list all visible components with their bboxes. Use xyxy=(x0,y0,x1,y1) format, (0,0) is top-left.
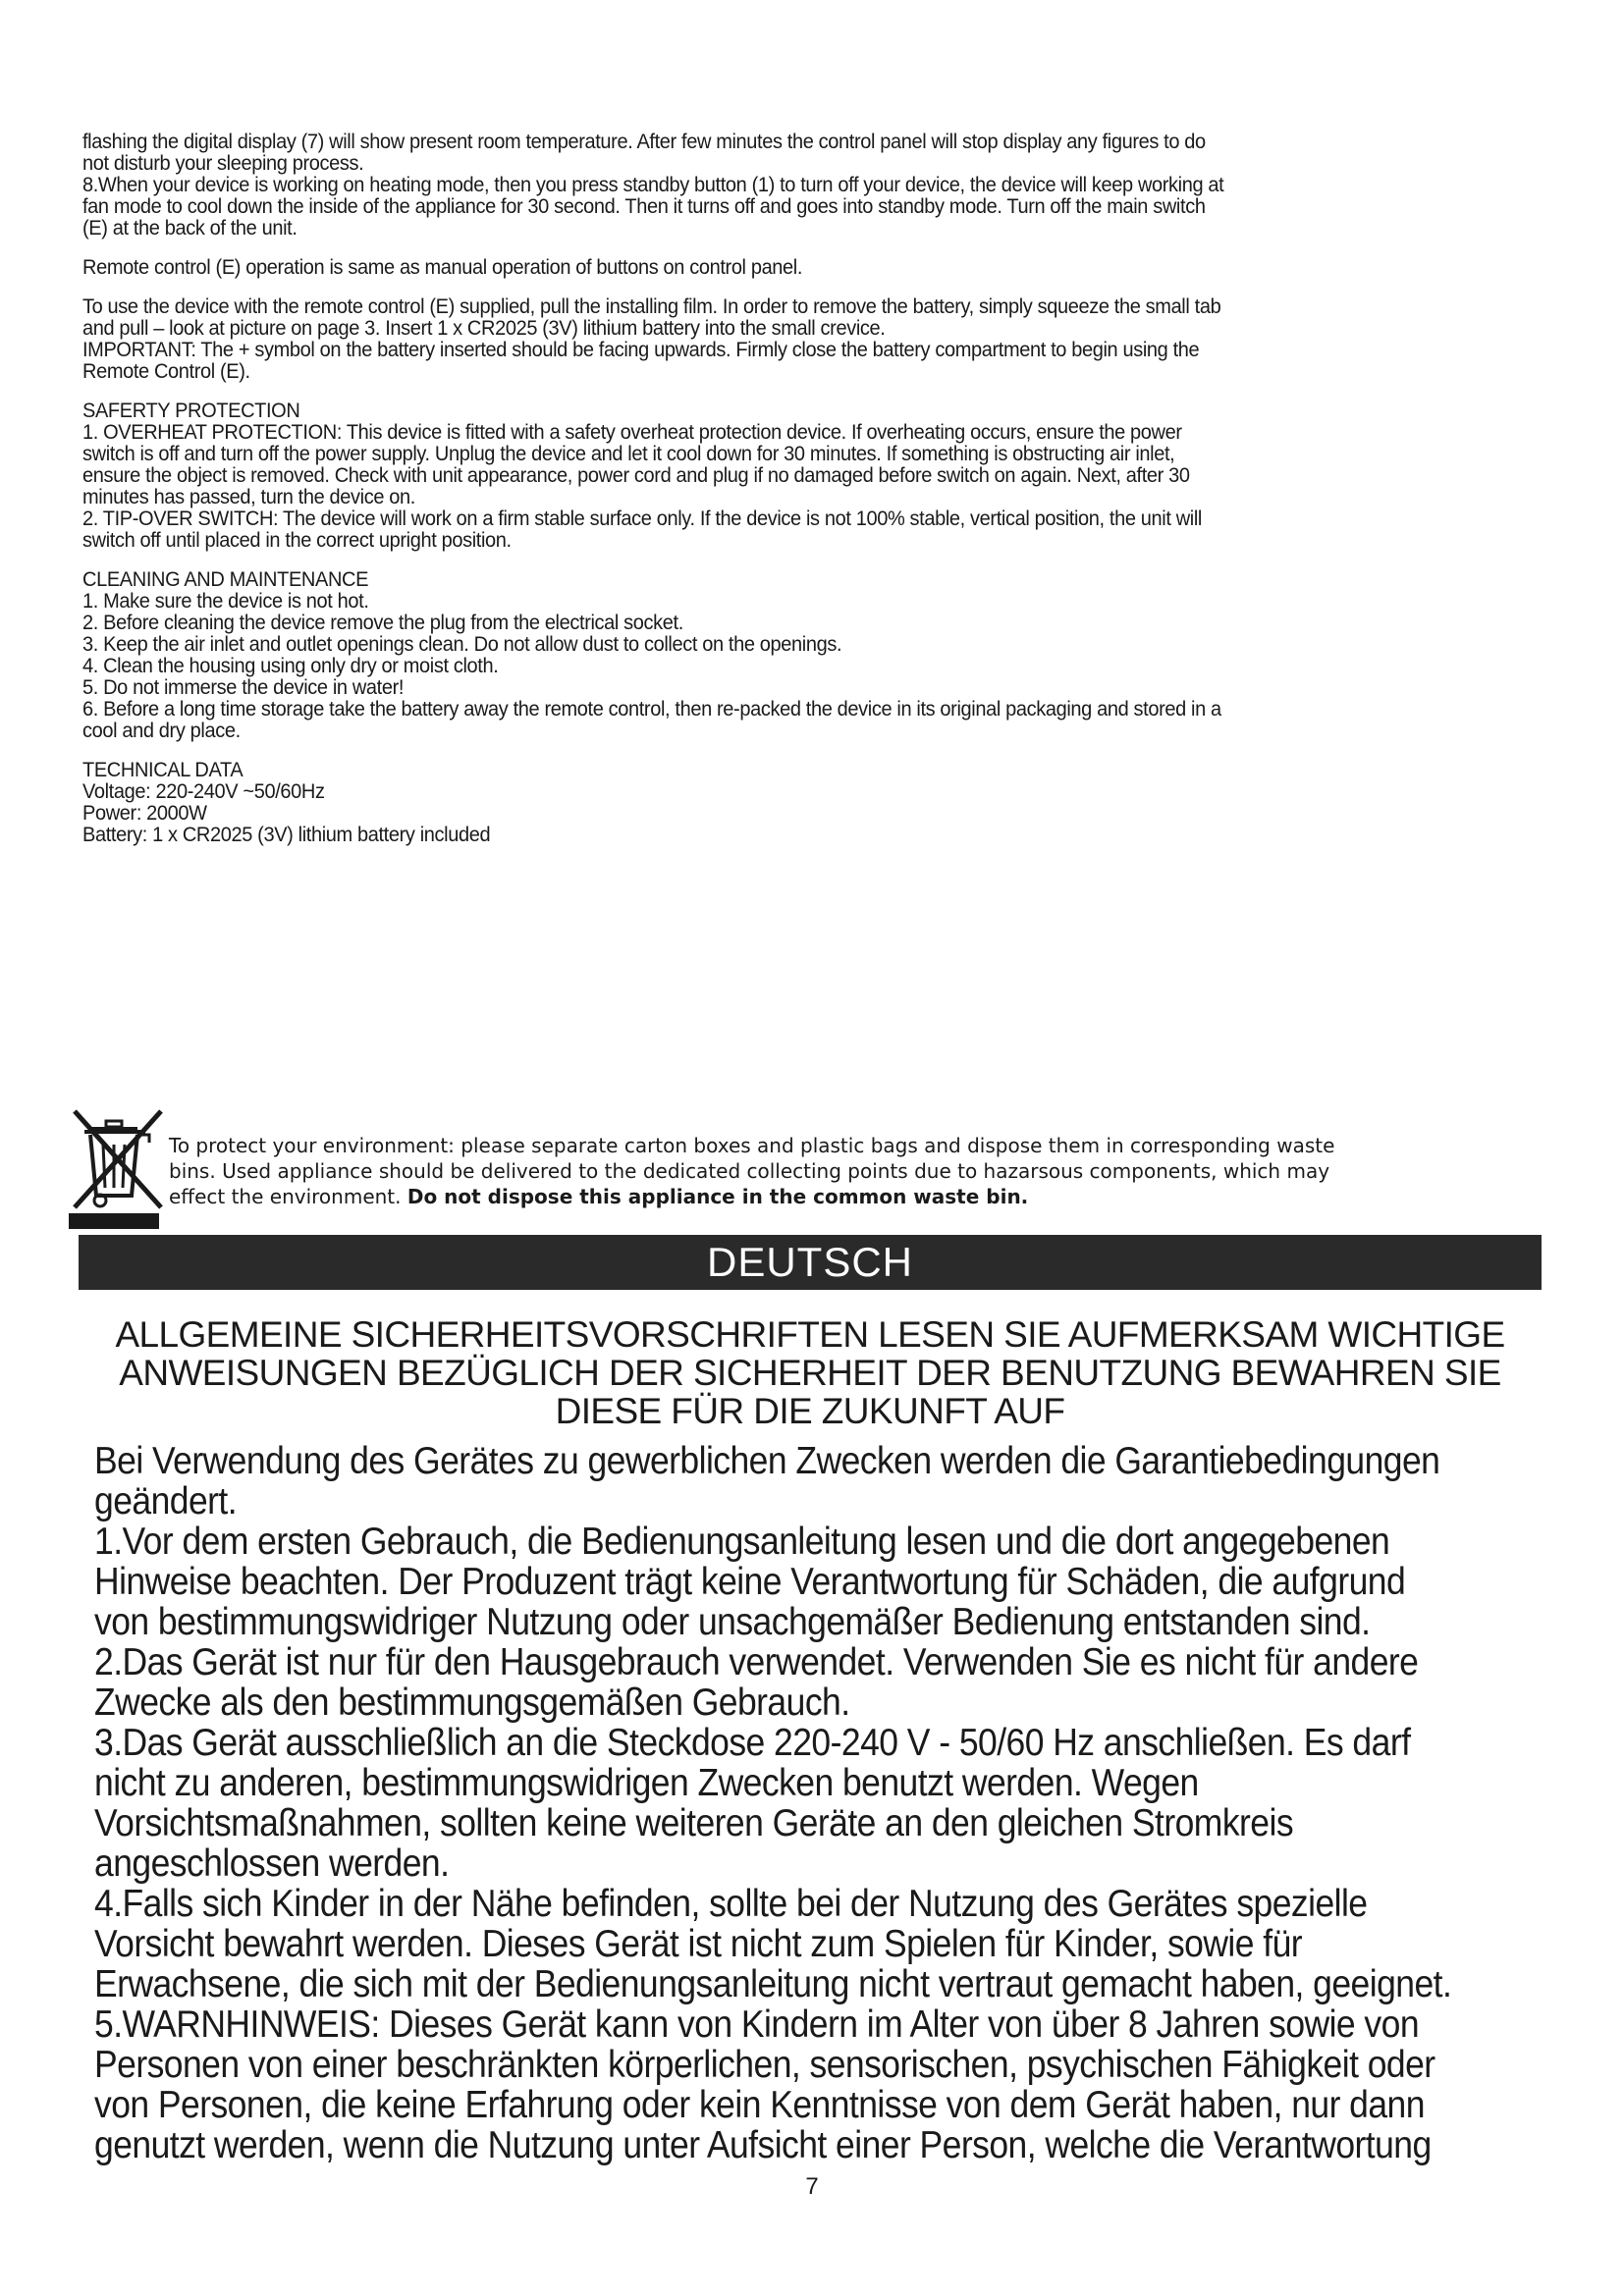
text-line: 1. OVERHEAT PROTECTION: This device is fitted with a safety overheat protection device. If overheating occurs, ensure the power xyxy=(82,420,1182,444)
text-line: 4.Falls sich Kinder in der Nähe befinden, sollte bei der Nutzung des Gerätes spezielle xyxy=(94,1883,1368,1925)
text-line: 2.Das Gerät ist nur für den Hausgebrauch verwendet. Verwenden Sie es nicht für andere xyxy=(94,1641,1419,1683)
weee-text xyxy=(169,1133,1583,1209)
weee-warning-bold: Do not dispose this appliance in the common waste bin. xyxy=(406,1185,1029,1208)
text-line: Vorsicht bewahrt werden. Dieses Gerät ist nicht zum Spielen für Kinder, sowie für xyxy=(94,1923,1303,1965)
heading-line: DIESE FÜR DIE ZUKUNFT AUF xyxy=(555,1391,1065,1431)
text-line: 1. Make sure the device is not hot. xyxy=(82,589,369,613)
text-line: geändert. xyxy=(94,1480,238,1522)
weee-text-normal: effect the environment. xyxy=(169,1185,402,1208)
heading-line: ANWEISUNGEN BEZÜGLICH DER SICHERHEIT DER BENUTZUNG BEWAHREN SIE xyxy=(119,1353,1501,1393)
crossed-out-wheelie-bin-icon xyxy=(69,1099,167,1232)
text-line: bins. Used appliance should be delivered to the dedicated collecting points due to hazarsous components, which may xyxy=(169,1159,1330,1183)
text-line: To use the device with the remote control (E) supplied, pull the installing film. In order to remove the battery, simply squeeze the small tab xyxy=(82,294,1221,318)
text-line xyxy=(169,1184,1583,1209)
text-line: 2. TIP-OVER SWITCH: The device will work on a firm stable surface only. If the device is not 100% stable, vertical position, the unit will xyxy=(82,507,1202,530)
text-line: flashing the digital display (7) will show present room temperature. After few minutes the control panel will stop display any figures to do xyxy=(82,130,1206,153)
text-line: (E) at the back of the unit. xyxy=(82,216,298,240)
text-line: genutzt werden, wenn die Nutzung unter Aufsicht einer Person, welche die Verantwortung xyxy=(94,2124,1432,2166)
german-safety-heading xyxy=(79,1315,1542,1430)
text-line: 2. Before cleaning the device remove the plug from the electrical socket. xyxy=(82,611,683,634)
text-line: angeschlossen werden. xyxy=(94,1842,450,1885)
remote-control-note: Remote control (E) operation is same as manual operation of buttons on control panel. xyxy=(82,255,803,279)
german-instructions xyxy=(94,1441,1559,2165)
safety-heading: SAFERTY PROTECTION xyxy=(82,399,300,422)
text-line: cool and dry place. xyxy=(82,719,241,742)
text-line: Vorsichtsmaßnahmen, sollten keine weiteren Geräte an den gleichen Stromkreis xyxy=(94,1802,1294,1844)
text-line: 6. Before a long time storage take the battery away the remote control, then re-packed the device in its original packaging and stored in a xyxy=(82,697,1221,721)
power-spec: Power: 2000W xyxy=(82,801,207,825)
text-line: Bei Verwendung des Gerätes zu gewerblichen Zwecken werden die Garantiebedingungen xyxy=(94,1440,1440,1482)
heading-line: ALLGEMEINE SICHERHEITSVORSCHRIFTEN LESEN SIE AUFMERKSAM WICHTIGE xyxy=(115,1314,1505,1355)
text-line: von bestimmungswidriger Nutzung oder unsachgemäßer Bedienung entstanden sind. xyxy=(94,1601,1371,1643)
text-line: 5. Do not immerse the device in water! xyxy=(82,675,405,699)
text-line: 3.Das Gerät ausschließlich an die Steckdose 220-240 V - 50/60 Hz anschließen. Es darf xyxy=(94,1722,1411,1764)
text-line: Erwachsene, die sich mit der Bedienungsanleitung nicht vertraut gemacht haben, geeignet. xyxy=(94,1963,1452,2005)
text-line: ensure the object is removed. Check with unit appearance, power cord and plug if no damaged before switch on again. Next, after 30 xyxy=(82,463,1190,487)
text-line: Remote Control (E). xyxy=(82,359,250,383)
text-line: 1.Vor dem ersten Gebrauch, die Bedienungsanleitung lesen und die dort angegebenen xyxy=(94,1521,1390,1563)
text-line: 3. Keep the air inlet and outlet openings clean. Do not allow dust to collect on the openings. xyxy=(82,632,842,656)
page-number: 7 xyxy=(805,2173,819,2200)
text-line: switch is off and turn off the power supply. Unplug the device and let it cool down for 30 minutes. If something is obstructing air inlet, xyxy=(82,442,1175,465)
text-line: minutes has passed, turn the device on. xyxy=(82,485,415,508)
text-line: 4. Clean the housing using only dry or moist cloth. xyxy=(82,654,499,677)
text-line: fan mode to cool down the inside of the appliance for 30 second. Then it turns off and goes into standby mode. Turn off the main switch xyxy=(82,194,1206,218)
text-line: 5.WARNHINWEIS: Dieses Gerät kann von Kindern im Alter von über 8 Jahren sowie von xyxy=(94,2003,1420,2046)
weee-disposal-notice xyxy=(69,1099,1561,1237)
text-line: Hinweise beachten. Der Produzent trägt keine Verantwortung für Schäden, die aufgrund xyxy=(94,1561,1406,1603)
cleaning-heading: CLEANING AND MAINTENANCE xyxy=(82,567,369,591)
text-line: IMPORTANT: The + symbol on the battery inserted should be facing upwards. Firmly close the battery compartment to begin using the xyxy=(82,338,1200,361)
text-line: von Personen, die keine Erfahrung oder kein Kenntnisse von dem Gerät haben, nur dann xyxy=(94,2084,1425,2126)
text-line: not disturb your sleeping process. xyxy=(82,151,364,175)
technical-data-heading: TECHNICAL DATA xyxy=(82,758,244,781)
text-line: Zwecke als den bestimmungsgemäßen Gebrauch. xyxy=(94,1682,850,1724)
english-instructions xyxy=(82,131,1543,845)
text-line: Personen von einer beschränkten körperlichen, sensorischen, psychischen Fähigkeit oder xyxy=(94,2044,1435,2086)
text-line: and pull – look at picture on page 3. Insert 1 x CR2025 (3V) lithium battery into the small crevice. xyxy=(82,316,886,340)
language-section-banner: DEUTSCH xyxy=(79,1235,1542,1290)
battery-spec: Battery: 1 x CR2025 (3V) lithium battery included xyxy=(82,823,491,846)
text-line: To protect your environment: please separate carton boxes and plastic bags and dispose them in corresponding waste xyxy=(169,1134,1335,1157)
text-line: nicht zu anderen, bestimmungswidrigen Zwecken benutzt werden. Wegen xyxy=(94,1762,1199,1804)
voltage-spec: Voltage: 220-240V ~50/60Hz xyxy=(82,779,325,803)
text-line: switch off until placed in the correct upright position. xyxy=(82,528,512,552)
text-line: 8.When your device is working on heating mode, then you press standby button (1) to turn off your device, the device will keep working at xyxy=(82,173,1224,196)
